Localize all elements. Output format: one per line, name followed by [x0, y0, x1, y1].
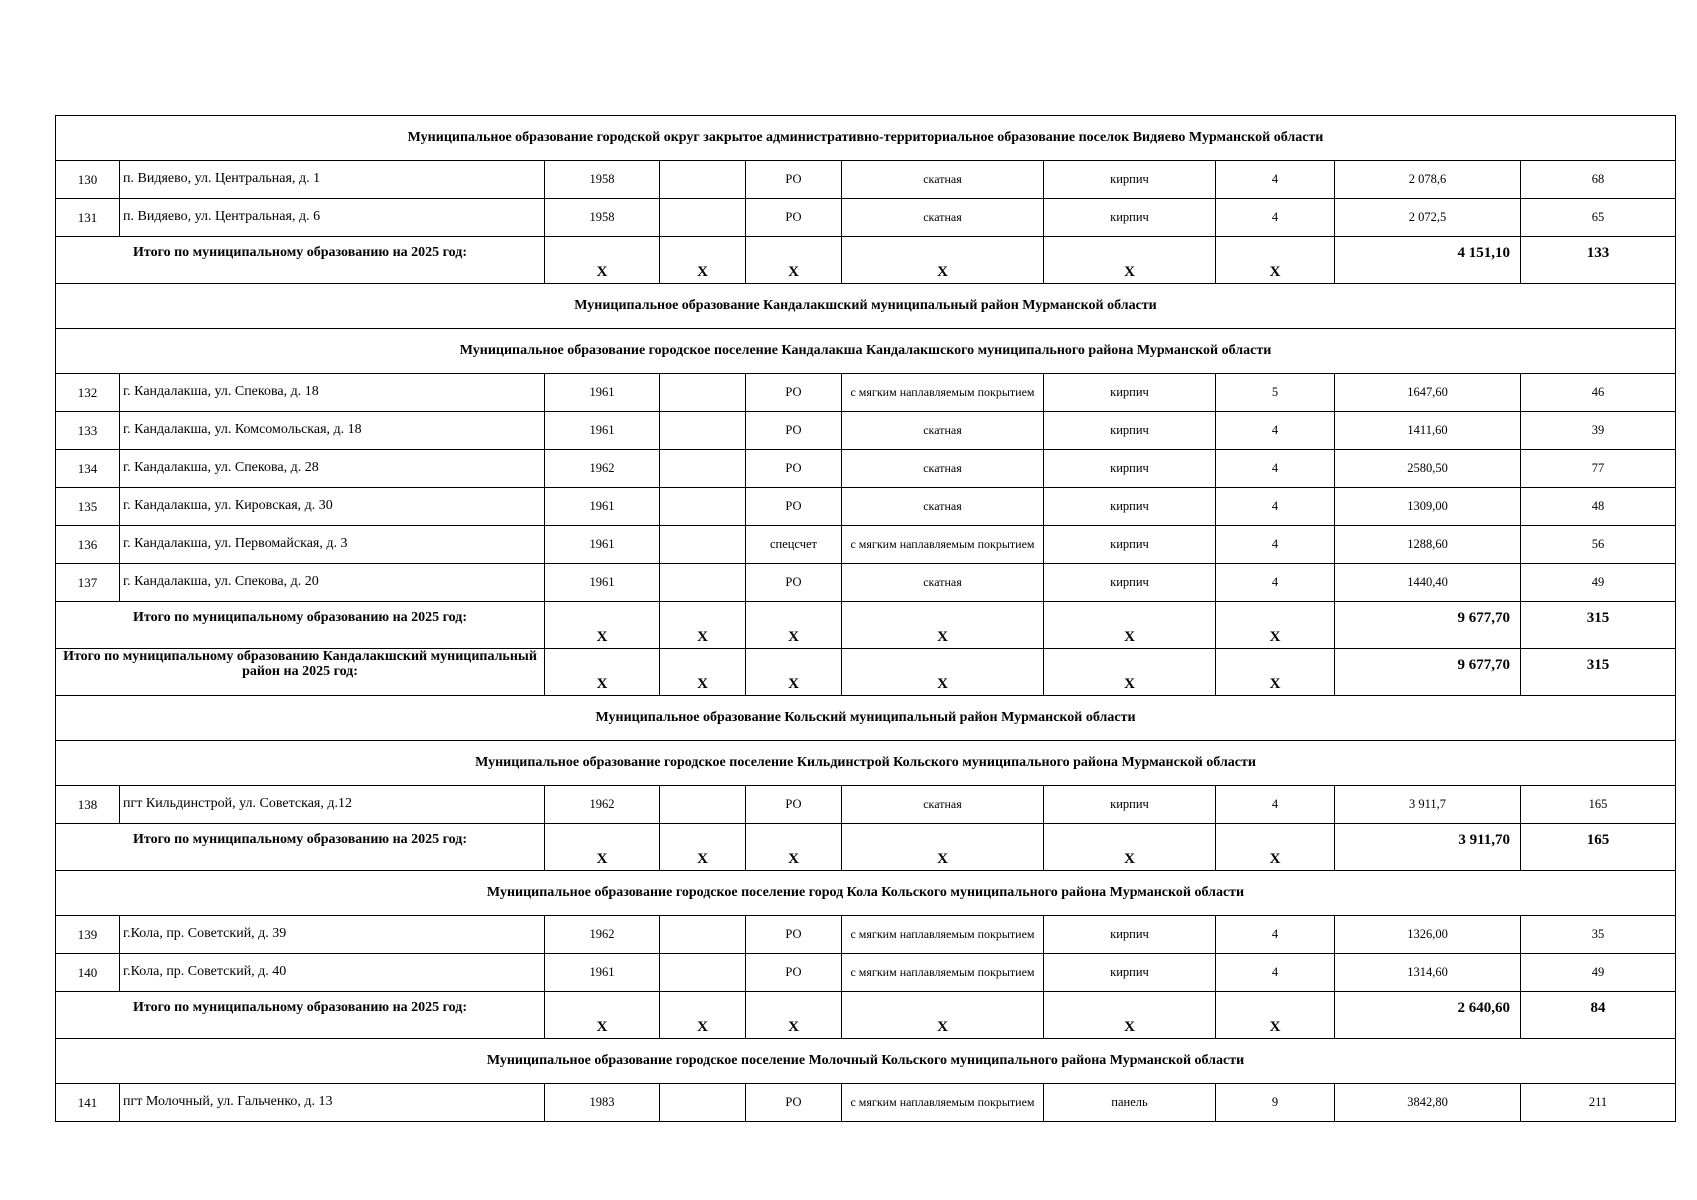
table-row — [56, 954, 1676, 992]
total-x-cell: X — [842, 649, 1044, 696]
table-row — [56, 1084, 1676, 1122]
roof-type-cell: скатная — [842, 412, 1044, 450]
table-row — [56, 450, 1676, 488]
table-row — [56, 161, 1676, 199]
residents-cell: 48 — [1521, 488, 1676, 526]
year-cell: 1962 — [545, 916, 660, 954]
section-title: Муниципальное образование городское поселение Кильдинстрой Кольского муниципального района Мурманской области — [56, 741, 1676, 786]
wall-material-cell: кирпич — [1044, 161, 1216, 199]
table-row — [56, 199, 1676, 237]
wall-material-cell: кирпич — [1044, 954, 1216, 992]
section-title: Муниципальное образование городское поселение город Кола Кольского муниципального района Мурманской области — [56, 871, 1676, 916]
total-x-cell: X — [660, 237, 746, 284]
table-row — [56, 526, 1676, 564]
fund-cell: спецсчет — [746, 526, 842, 564]
total-x-cell: X — [842, 237, 1044, 284]
floors-cell: 4 — [1216, 488, 1335, 526]
roof-type-cell: скатная — [842, 199, 1044, 237]
total-label: Итого по муниципальному образованию Кандалакшский муниципальный район на 2025 год: — [56, 649, 545, 696]
total-row — [56, 992, 1676, 1039]
floors-cell: 4 — [1216, 564, 1335, 602]
floors-cell: 4 — [1216, 786, 1335, 824]
floors-cell: 4 — [1216, 954, 1335, 992]
total-x-cell: X — [842, 992, 1044, 1039]
roof-type-cell: с мягким наплавляемым покрытием — [842, 954, 1044, 992]
total-x-cell: X — [545, 649, 660, 696]
area-cell: 1326,00 — [1335, 916, 1521, 954]
residents-cell: 68 — [1521, 161, 1676, 199]
roof-type-cell: скатная — [842, 786, 1044, 824]
row-number: 130 — [56, 161, 120, 199]
roof-type-cell: скатная — [842, 488, 1044, 526]
row-number: 141 — [56, 1084, 120, 1122]
wall-material-cell: кирпич — [1044, 916, 1216, 954]
fund-cell: РО — [746, 954, 842, 992]
total-residents: 315 — [1521, 602, 1676, 649]
wall-material-cell: панель — [1044, 1084, 1216, 1122]
total-x-cell: X — [1044, 237, 1216, 284]
residents-cell: 46 — [1521, 374, 1676, 412]
table-row — [56, 488, 1676, 526]
address-cell: г. Кандалакша, ул. Спекова, д. 18 — [120, 374, 545, 412]
year-cell: 1961 — [545, 412, 660, 450]
total-x-cell: X — [1044, 992, 1216, 1039]
table-row — [56, 412, 1676, 450]
area-cell: 2 072,5 — [1335, 199, 1521, 237]
total-x-cell: X — [1044, 602, 1216, 649]
roof-type-cell: скатная — [842, 161, 1044, 199]
residents-cell: 211 — [1521, 1084, 1676, 1122]
total-row — [56, 824, 1676, 871]
total-x-cell: X — [1216, 992, 1335, 1039]
fund-cell: РО — [746, 412, 842, 450]
total-area: 9 677,70 — [1335, 649, 1521, 696]
year-cell: 1958 — [545, 199, 660, 237]
residents-cell: 49 — [1521, 954, 1676, 992]
wall-material-cell: кирпич — [1044, 786, 1216, 824]
blank-cell — [660, 374, 746, 412]
section-title: Муниципальное образование Кольский муниципальный район Мурманской области — [56, 696, 1676, 741]
row-number: 134 — [56, 450, 120, 488]
year-cell: 1961 — [545, 954, 660, 992]
total-residents: 133 — [1521, 237, 1676, 284]
fund-cell: РО — [746, 1084, 842, 1122]
total-x-cell: X — [545, 237, 660, 284]
blank-cell — [660, 450, 746, 488]
housing-registry-table — [55, 115, 1676, 1122]
section-title: Муниципальное образование городское поселение Кандалакша Кандалакшского муниципального района Мурманской области — [56, 329, 1676, 374]
address-cell: г. Кандалакша, ул. Спекова, д. 20 — [120, 564, 545, 602]
blank-cell — [660, 526, 746, 564]
total-x-cell: X — [746, 824, 842, 871]
blank-cell — [660, 564, 746, 602]
floors-cell: 4 — [1216, 916, 1335, 954]
section-title: Муниципальное образование городской округ закрытое административно-территориальное образование поселок Видяево Мурманской области — [56, 116, 1676, 161]
total-x-cell: X — [1216, 649, 1335, 696]
blank-cell — [660, 916, 746, 954]
total-label: Итого по муниципальному образованию на 2025 год: — [56, 602, 545, 649]
roof-type-cell: с мягким наплавляемым покрытием — [842, 1084, 1044, 1122]
year-cell: 1962 — [545, 450, 660, 488]
total-x-cell: X — [545, 824, 660, 871]
row-number: 133 — [56, 412, 120, 450]
roof-type-cell: с мягким наплавляемым покрытием — [842, 526, 1044, 564]
table-row — [56, 786, 1676, 824]
address-cell: пгт Кильдинстрой, ул. Советская, д.12 — [120, 786, 545, 824]
wall-material-cell: кирпич — [1044, 526, 1216, 564]
address-cell: п. Видяево, ул. Центральная, д. 6 — [120, 199, 545, 237]
total-area: 3 911,70 — [1335, 824, 1521, 871]
total-x-cell: X — [660, 992, 746, 1039]
fund-cell: РО — [746, 916, 842, 954]
total-x-cell: X — [545, 992, 660, 1039]
address-cell: г. Кандалакша, ул. Первомайская, д. 3 — [120, 526, 545, 564]
residents-cell: 165 — [1521, 786, 1676, 824]
area-cell: 3 911,7 — [1335, 786, 1521, 824]
row-number: 138 — [56, 786, 120, 824]
year-cell: 1961 — [545, 488, 660, 526]
floors-cell: 4 — [1216, 450, 1335, 488]
wall-material-cell: кирпич — [1044, 488, 1216, 526]
total-row — [56, 237, 1676, 284]
total-residents: 165 — [1521, 824, 1676, 871]
row-number: 139 — [56, 916, 120, 954]
total-label: Итого по муниципальному образованию на 2025 год: — [56, 824, 545, 871]
total-x-cell: X — [1216, 602, 1335, 649]
floors-cell: 4 — [1216, 412, 1335, 450]
address-cell: г.Кола, пр. Советский, д. 39 — [120, 916, 545, 954]
total-label: Итого по муниципальному образованию на 2025 год: — [56, 237, 545, 284]
total-area: 2 640,60 — [1335, 992, 1521, 1039]
row-number: 131 — [56, 199, 120, 237]
floors-cell: 9 — [1216, 1084, 1335, 1122]
address-cell: г. Кандалакша, ул. Спекова, д. 28 — [120, 450, 545, 488]
section-title: Муниципальное образование Кандалакшский муниципальный район Мурманской области — [56, 284, 1676, 329]
total-x-cell: X — [660, 824, 746, 871]
residents-cell: 65 — [1521, 199, 1676, 237]
total-x-cell: X — [746, 992, 842, 1039]
section-header-row — [56, 329, 1676, 374]
total-x-cell: X — [746, 602, 842, 649]
roof-type-cell: скатная — [842, 564, 1044, 602]
total-x-cell: X — [1216, 824, 1335, 871]
total-x-cell: X — [842, 824, 1044, 871]
area-cell: 1440,40 — [1335, 564, 1521, 602]
blank-cell — [660, 1084, 746, 1122]
total-x-cell: X — [746, 649, 842, 696]
total-x-cell: X — [545, 602, 660, 649]
fund-cell: РО — [746, 199, 842, 237]
blank-cell — [660, 199, 746, 237]
roof-type-cell: с мягким наплавляемым покрытием — [842, 374, 1044, 412]
floors-cell: 5 — [1216, 374, 1335, 412]
total-row — [56, 649, 1676, 696]
wall-material-cell: кирпич — [1044, 374, 1216, 412]
total-x-cell: X — [842, 602, 1044, 649]
total-x-cell: X — [660, 602, 746, 649]
roof-type-cell: скатная — [842, 450, 1044, 488]
area-cell: 1314,60 — [1335, 954, 1521, 992]
total-label: Итого по муниципальному образованию на 2025 год: — [56, 992, 545, 1039]
fund-cell: РО — [746, 786, 842, 824]
total-row — [56, 602, 1676, 649]
row-number: 135 — [56, 488, 120, 526]
floors-cell: 4 — [1216, 161, 1335, 199]
address-cell: г. Кандалакша, ул. Комсомольская, д. 18 — [120, 412, 545, 450]
area-cell: 1411,60 — [1335, 412, 1521, 450]
fund-cell: РО — [746, 374, 842, 412]
year-cell: 1958 — [545, 161, 660, 199]
floors-cell: 4 — [1216, 199, 1335, 237]
residents-cell: 39 — [1521, 412, 1676, 450]
address-cell: пгт Молочный, ул. Гальченко, д. 13 — [120, 1084, 545, 1122]
total-x-cell: X — [1044, 824, 1216, 871]
wall-material-cell: кирпич — [1044, 450, 1216, 488]
area-cell: 1288,60 — [1335, 526, 1521, 564]
section-header-row — [56, 741, 1676, 786]
row-number: 137 — [56, 564, 120, 602]
fund-cell: РО — [746, 488, 842, 526]
fund-cell: РО — [746, 450, 842, 488]
residents-cell: 49 — [1521, 564, 1676, 602]
row-number: 132 — [56, 374, 120, 412]
area-cell: 1647,60 — [1335, 374, 1521, 412]
blank-cell — [660, 954, 746, 992]
section-header-row — [56, 696, 1676, 741]
area-cell: 1309,00 — [1335, 488, 1521, 526]
blank-cell — [660, 412, 746, 450]
area-cell: 2 078,6 — [1335, 161, 1521, 199]
total-area: 4 151,10 — [1335, 237, 1521, 284]
residents-cell: 35 — [1521, 916, 1676, 954]
section-header-row — [56, 1039, 1676, 1084]
section-header-row — [56, 284, 1676, 329]
total-x-cell: X — [746, 237, 842, 284]
total-residents: 315 — [1521, 649, 1676, 696]
year-cell: 1983 — [545, 1084, 660, 1122]
address-cell: п. Видяево, ул. Центральная, д. 1 — [120, 161, 545, 199]
year-cell: 1961 — [545, 526, 660, 564]
year-cell: 1961 — [545, 564, 660, 602]
table-body — [56, 116, 1676, 1122]
blank-cell — [660, 488, 746, 526]
table-row — [56, 916, 1676, 954]
address-cell: г. Кандалакша, ул. Кировская, д. 30 — [120, 488, 545, 526]
section-header-row — [56, 871, 1676, 916]
section-header-row — [56, 116, 1676, 161]
address-cell: г.Кола, пр. Советский, д. 40 — [120, 954, 545, 992]
total-x-cell: X — [1216, 237, 1335, 284]
wall-material-cell: кирпич — [1044, 412, 1216, 450]
area-cell: 2580,50 — [1335, 450, 1521, 488]
fund-cell: РО — [746, 564, 842, 602]
total-x-cell: X — [1044, 649, 1216, 696]
residents-cell: 77 — [1521, 450, 1676, 488]
year-cell: 1962 — [545, 786, 660, 824]
total-area: 9 677,70 — [1335, 602, 1521, 649]
table-row — [56, 374, 1676, 412]
total-x-cell: X — [660, 649, 746, 696]
total-residents: 84 — [1521, 992, 1676, 1039]
roof-type-cell: с мягким наплавляемым покрытием — [842, 916, 1044, 954]
blank-cell — [660, 161, 746, 199]
row-number: 140 — [56, 954, 120, 992]
section-title: Муниципальное образование городское поселение Молочный Кольского муниципального района Мурманской области — [56, 1039, 1676, 1084]
residents-cell: 56 — [1521, 526, 1676, 564]
wall-material-cell: кирпич — [1044, 564, 1216, 602]
fund-cell: РО — [746, 161, 842, 199]
area-cell: 3842,80 — [1335, 1084, 1521, 1122]
blank-cell — [660, 786, 746, 824]
floors-cell: 4 — [1216, 526, 1335, 564]
wall-material-cell: кирпич — [1044, 199, 1216, 237]
row-number: 136 — [56, 526, 120, 564]
table-row — [56, 564, 1676, 602]
year-cell: 1961 — [545, 374, 660, 412]
